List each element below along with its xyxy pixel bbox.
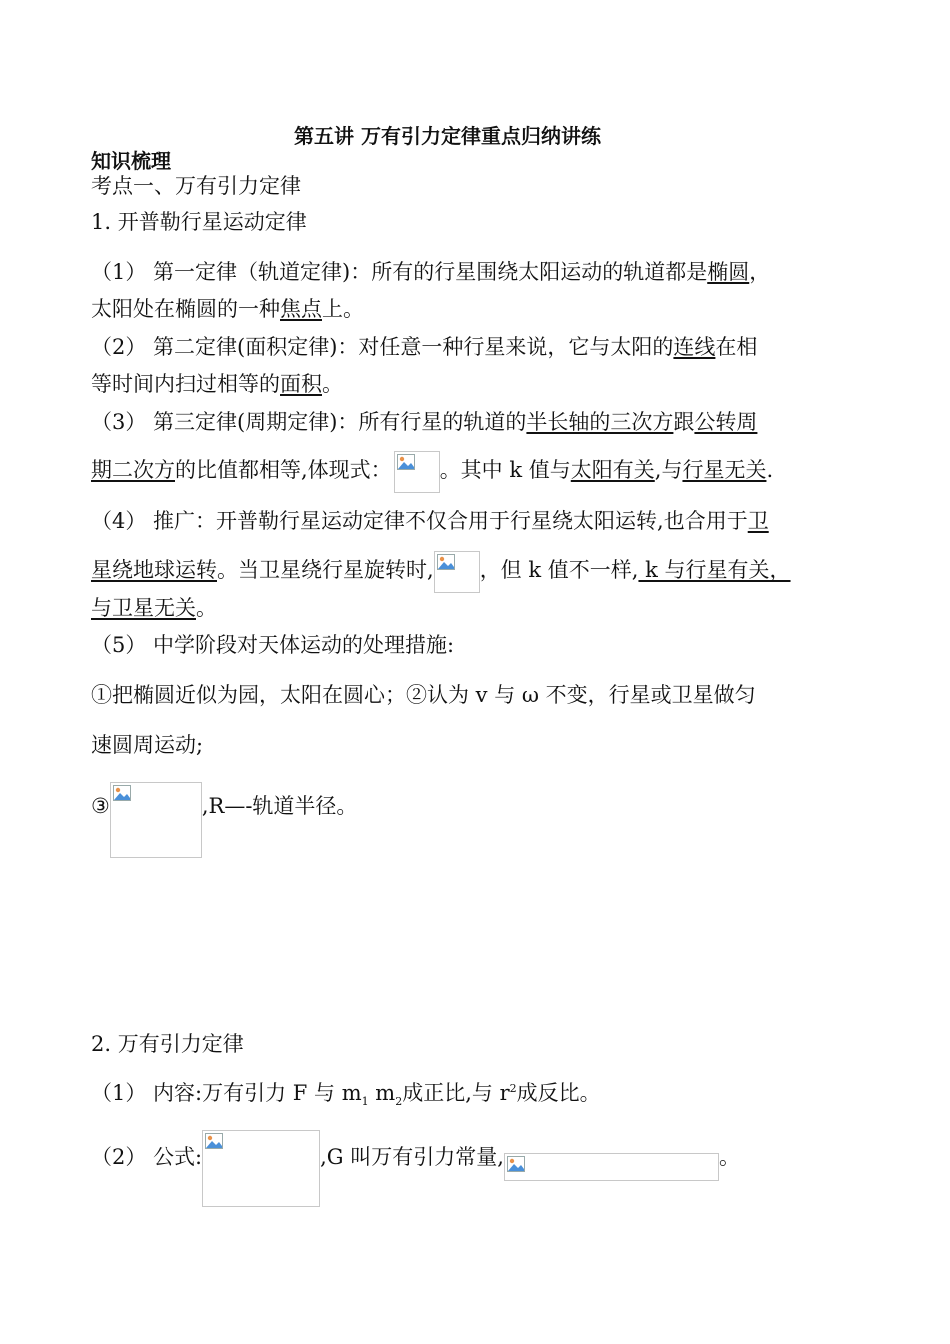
- section-heading: 知识梳理: [91, 149, 171, 173]
- law2-answer-area: 面积: [280, 372, 322, 396]
- formula-label: （2） 公式:: [91, 1145, 203, 1169]
- broken-image-icon: [397, 454, 415, 470]
- law1-answer-focus: 焦点: [280, 297, 322, 321]
- content-text-a: （1） 内容:万有引力 F 与 m: [91, 1081, 362, 1105]
- law4-answer-earth: 星绕地球运转: [91, 558, 217, 582]
- law2-text: （2） 第二定律(面积定律)：对任意一种行星来说，它与太阳的: [91, 335, 674, 359]
- law1-answer-ellipse: 椭圆: [707, 260, 750, 284]
- measure-line2: 速圆周运动;: [91, 733, 204, 757]
- law4-line1: [91, 511, 769, 532]
- formula-image-circular: [110, 782, 202, 858]
- law4-text3: ，但 k 值不一样,: [479, 558, 639, 582]
- law3-text-mid: 跟: [673, 410, 695, 434]
- law4-answer-k-planet: k 与行星有关，: [638, 558, 791, 582]
- broken-image-icon: [507, 1156, 525, 1172]
- broken-image-icon: [437, 554, 455, 570]
- law1-line2: [91, 299, 364, 320]
- gravitation-content: [91, 1083, 601, 1107]
- law3-end: .: [766, 458, 774, 482]
- content-text-d: 成反比。: [516, 1081, 601, 1105]
- measure3-line: [91, 782, 357, 858]
- law5-heading: （5） 中学阶段对天体运动的处理措施:: [91, 633, 455, 657]
- law3-answer-planet: 行星无关: [682, 458, 767, 482]
- formula-image-kepler3: [394, 451, 440, 493]
- formula-end: 。: [718, 1145, 740, 1169]
- law3-answer-semimajor: 半长轴的三次方: [526, 410, 674, 434]
- law4-answer-k-sat: 与卫星无关: [91, 596, 196, 620]
- topic-heading: 考点一、万有引力定律: [91, 174, 301, 198]
- law2-line2: [91, 374, 343, 395]
- broken-image-icon: [113, 785, 131, 801]
- law4-text2: 。当卫星绕行星旋转时,: [217, 558, 434, 582]
- content-text-c: 成正比,与 r: [402, 1081, 510, 1105]
- page-title: 第五讲 万有引力定律重点归纳讲练: [294, 124, 601, 148]
- law2-answer-line: 连线: [673, 335, 716, 359]
- measure-line1: ①把椭圆近似为园，太阳在圆心；②认为 v 与 ω 不变，行星或卫星做匀: [91, 683, 756, 707]
- law1-text: （1） 第一定律（轨道定律)：所有的行星围绕太阳运动的轨道都是: [91, 260, 708, 284]
- law4-line2: [91, 548, 791, 593]
- g-constant-text: ,G 叫万有引力常量,: [320, 1145, 504, 1169]
- formula-line: [91, 1130, 740, 1207]
- law2-end: 。: [322, 372, 343, 396]
- law4-answer-sat: 卫: [747, 509, 769, 533]
- law3-answer-sun: 太阳有关: [570, 458, 655, 482]
- law1-line1: [91, 262, 770, 283]
- law3-answer-period2: 期二次方: [91, 458, 175, 482]
- law3-text: （3） 第三定律(周期定律)：所有行星的轨道的: [91, 410, 527, 434]
- formula-image-g-value: [504, 1153, 719, 1181]
- law2-text2: 等时间内扫过相等的: [91, 372, 280, 396]
- law3-line1: [91, 412, 757, 433]
- law1-end: 上。: [322, 297, 364, 321]
- broken-image-icon: [205, 1133, 223, 1149]
- law3-text3: 。其中 k 值与: [439, 458, 571, 482]
- formula-image-satellite: [434, 551, 480, 593]
- law4-end: 。: [196, 596, 217, 620]
- subscript-2: 2: [395, 1095, 403, 1109]
- superscript-2: 2: [509, 1082, 517, 1095]
- radius-note: ,R—-轨道半径。: [201, 794, 358, 818]
- circled-three: ③: [91, 794, 110, 818]
- law3-answer-period: 公转周: [694, 410, 758, 434]
- item-heading-1: 1. 开普勒行星运动定律: [91, 210, 307, 234]
- law2-line1: [91, 337, 757, 358]
- law2-text-end: 在相: [715, 335, 758, 359]
- law4-text: （4） 推广：开普勒行星运动定律不仅合用于行星绕太阳运转,也合用于: [91, 509, 748, 533]
- subscript-1: 1: [361, 1095, 369, 1109]
- item-heading-2: 2. 万有引力定律: [91, 1032, 244, 1056]
- law4-line3: [91, 598, 217, 619]
- law3-text2: 的比值都相等,体现式：: [175, 458, 392, 482]
- law3-text4: ,与: [654, 458, 683, 482]
- law3-line2: [91, 448, 773, 493]
- content-text-b: m: [368, 1081, 396, 1105]
- law1-comma: ，: [749, 260, 771, 284]
- formula-image-gravitation: [202, 1130, 320, 1207]
- law1-text2: 太阳处在椭圆的一种: [91, 297, 280, 321]
